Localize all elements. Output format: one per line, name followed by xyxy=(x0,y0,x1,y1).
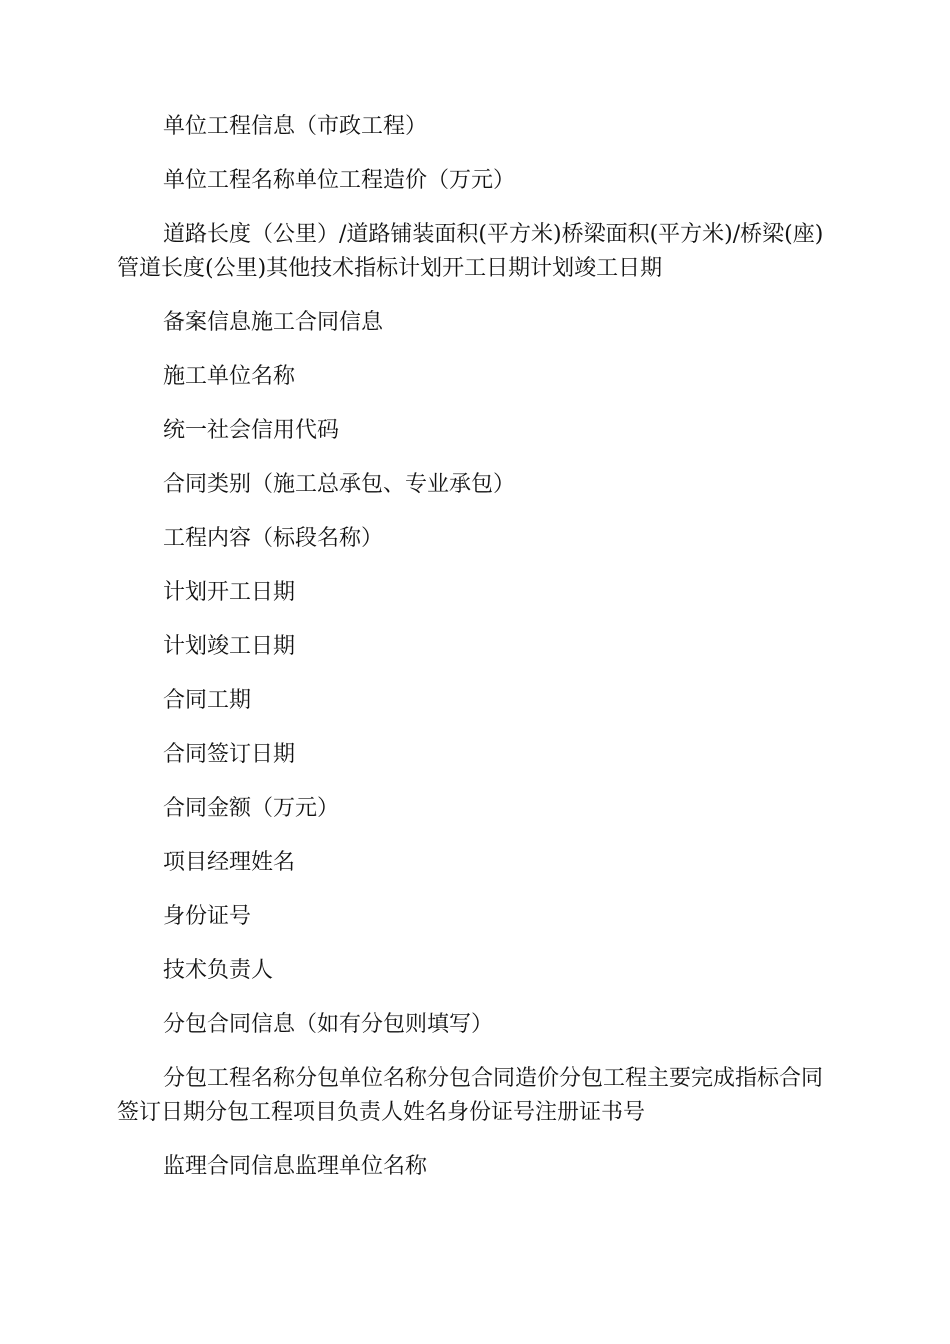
field-contract-amount: 合同金额（万元） xyxy=(163,796,340,821)
field-project-content: 工程内容（标段名称） xyxy=(163,526,384,551)
field-unified-social-credit-code: 统一社会信用代码 xyxy=(163,418,340,443)
field-road-bridge-pipeline-metrics: 道路长度（公里）/道路铺装面积(平方米)桥梁面积(平方米)/桥梁(座)管道长度(公里)其他技术指标计划开工日期计划竣工日期 xyxy=(117,222,824,281)
field-unit-project-name-cost: 单位工程名称单位工程造价（万元） xyxy=(163,168,516,193)
heading-unit-project-info: 单位工程信息（市政工程） xyxy=(163,114,428,139)
field-id-number: 身份证号 xyxy=(163,904,252,929)
field-planned-completion-date: 计划竣工日期 xyxy=(163,634,296,659)
heading-filing-construction-contract: 备案信息施工合同信息 xyxy=(163,310,384,335)
document-body xyxy=(117,110,835,1204)
field-contract-category: 合同类别（施工总承包、专业承包） xyxy=(163,472,516,497)
field-project-manager-name: 项目经理姓名 xyxy=(163,850,296,875)
field-subcontract-details: 分包工程名称分包单位名称分包合同造价分包工程主要完成指标合同签订日期分包工程项目负责人姓名身份证号注册证书号 xyxy=(117,1066,824,1125)
field-contract-signing-date: 合同签订日期 xyxy=(163,742,296,767)
field-technical-lead: 技术负责人 xyxy=(163,958,274,983)
field-contract-duration: 合同工期 xyxy=(163,688,252,713)
field-planned-start-date: 计划开工日期 xyxy=(163,580,296,605)
heading-subcontract-info: 分包合同信息（如有分包则填写） xyxy=(163,1012,494,1037)
field-construction-unit-name: 施工单位名称 xyxy=(163,364,296,389)
heading-supervision-contract-info: 监理合同信息监理单位名称 xyxy=(163,1154,428,1179)
